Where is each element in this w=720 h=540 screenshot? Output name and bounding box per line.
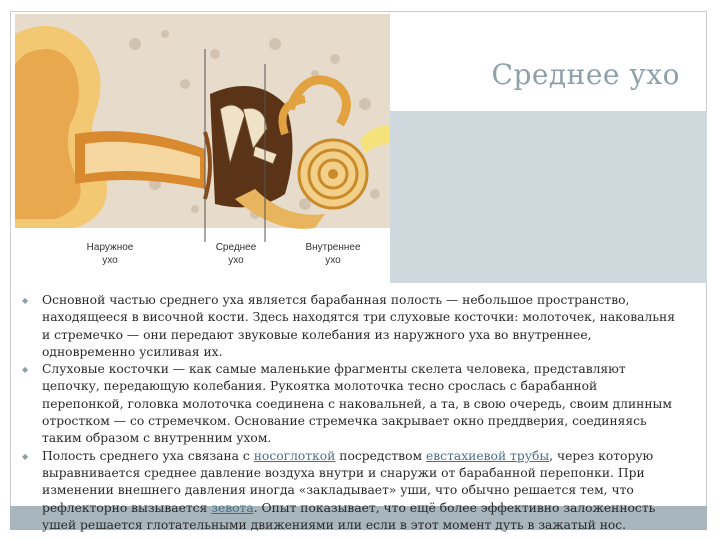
bullet-text-part: посредством bbox=[335, 448, 426, 463]
nasopharynx-link[interactable]: носоглоткой bbox=[253, 448, 336, 463]
label-outer-ear-2: ухо bbox=[102, 255, 118, 266]
label-inner-ear-2: ухо bbox=[325, 255, 341, 266]
bullet-list bbox=[22, 292, 682, 534]
yawn-link[interactable]: зевота bbox=[211, 500, 254, 515]
label-middle-ear-1: Среднее bbox=[215, 242, 257, 253]
label-middle-ear-2: ухо bbox=[228, 255, 244, 266]
bullet-item bbox=[22, 292, 682, 361]
bullet-text: Основной частью среднего уха является барабанная полость — небольшое пространство, находящееся в височной кости. Здесь находятся три слуховые косточки: молоточек, наковальня и стремечко — они передают звуковые колебания из наружного уха во внутреннее, одновременно усиливая их. bbox=[42, 293, 675, 359]
bullet-item bbox=[22, 361, 682, 447]
decorative-panel bbox=[390, 111, 707, 283]
bullet-text-part: , через которую выравнивается среднее давление воздуха внутри и снаружи от барабанной перепонки. При изменении внешнего давления иногда «закладывает» уши, что обычно решается тем, что рефлекторно вызывается bbox=[42, 448, 654, 515]
slide-title: Среднее ухо bbox=[491, 58, 680, 91]
middle-ear-cavity bbox=[210, 86, 293, 207]
bullet-text-part: . Опыт показывает, что ещё более эффективно заложенность ушей решается глотательными движениями или если в этот момент дуть в зажатый нос. bbox=[42, 500, 656, 532]
bullet-text: Слуховые косточки — как самые маленькие фрагменты скелета человека, представляют цепочку, передающую колебания. Рукоятка молоточка тесно срослась с барабанной перепонкой, головка молоточка соединена с наковальней, а та, в свою очередь, своим длинным отростком — со стремечком. Основание стремечка закрывает окно преддверия, соединяясь таким образом с внутренним ухом. bbox=[42, 362, 672, 446]
bullet-item bbox=[22, 448, 682, 534]
label-outer-ear-1: Наружное bbox=[86, 242, 134, 253]
bullet-text-part: Полость среднего уха связана с bbox=[42, 448, 254, 463]
ear-diagram bbox=[15, 14, 390, 288]
label-inner-ear-1: Внутреннее bbox=[305, 242, 361, 253]
eustachian-tube-link[interactable]: евстахиевой трубы bbox=[425, 448, 550, 463]
ear-anatomy-illustration bbox=[15, 14, 390, 288]
